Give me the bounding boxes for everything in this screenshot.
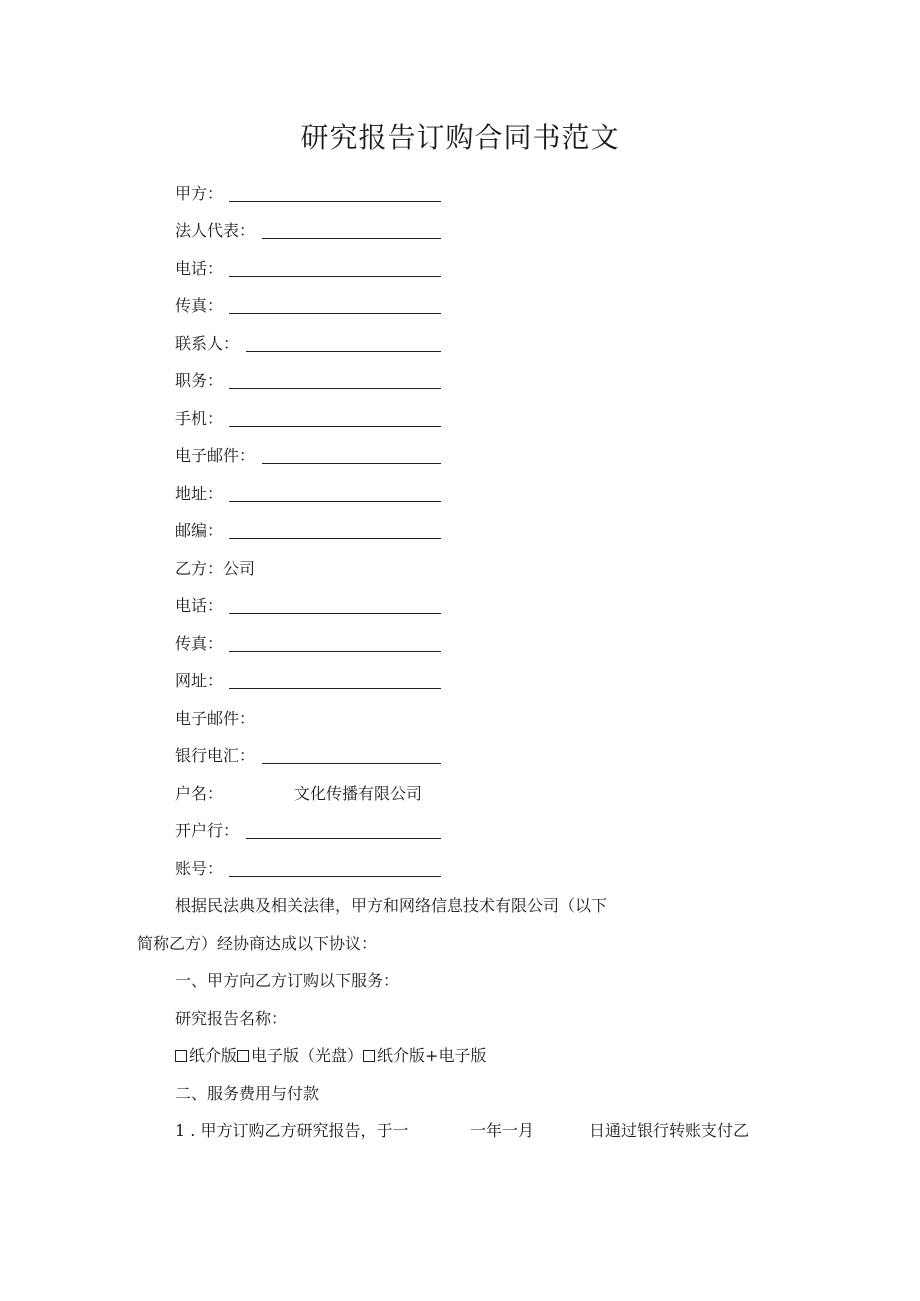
bank-branch-label: 开户行： [175, 821, 240, 840]
party-a-fax-label: 传真： [175, 296, 224, 315]
combined-edition-checkbox[interactable] [363, 1050, 375, 1062]
electronic-edition-label: 电子版（光盘） [251, 1046, 364, 1065]
bank-transfer-blank[interactable] [262, 763, 441, 764]
address-label: 地址： [175, 484, 224, 503]
paper-edition-checkbox[interactable] [175, 1050, 187, 1062]
document-title: 研究报告订购合同书范文 [300, 121, 620, 154]
legal-rep-label: 法人代表： [175, 221, 256, 240]
contact-blank[interactable] [246, 351, 441, 352]
party-a-phone-blank[interactable] [229, 276, 441, 277]
paper-edition-label: 纸介版 [189, 1046, 238, 1065]
party-b-fax-blank[interactable] [229, 651, 441, 652]
postcode-blank[interactable] [229, 538, 441, 539]
party-a-email-label: 电子邮件： [175, 446, 256, 465]
clause-1-part-c: 日通过银行转账支付乙 [589, 1121, 750, 1140]
party-a-phone-label: 电话： [175, 259, 224, 278]
clause-1-part-a: 1 . 甲方订购乙方研究报告，于一 [175, 1121, 409, 1140]
party-a-label: 甲方： [175, 184, 224, 203]
website-blank[interactable] [229, 688, 441, 689]
account-no-label: 账号： [175, 859, 224, 878]
intro-paragraph-line2: 简称乙方）经协商达成以下协议： [137, 934, 378, 953]
combined-edition-label: 纸介版+电子版 [377, 1046, 487, 1065]
party-b-fax-label: 传真： [175, 634, 224, 653]
section-two-heading: 二、服务费用与付款 [175, 1084, 320, 1103]
report-name-label: 研究报告名称： [175, 1009, 288, 1028]
address-blank[interactable] [229, 501, 441, 502]
postcode-label: 邮编： [175, 521, 224, 540]
contact-label: 联系人： [175, 334, 240, 353]
clause-1-part-b: 一年一月 [470, 1121, 535, 1140]
position-label: 职务： [175, 371, 224, 390]
party-b-phone-label: 电话： [175, 596, 224, 615]
mobile-blank[interactable] [229, 426, 441, 427]
website-label: 网址： [175, 671, 224, 690]
section-one-heading: 一、甲方向乙方订购以下服务： [175, 971, 400, 990]
account-name-value: 文化传播有限公司 [294, 784, 423, 803]
party-a-fax-blank[interactable] [229, 313, 441, 314]
intro-paragraph-line1: 根据民法典及相关法律，甲方和网络信息技术有限公司（以下 [175, 896, 608, 915]
account-name-label: 户名： [175, 784, 224, 803]
mobile-label: 手机： [175, 409, 224, 428]
party-b-phone-blank[interactable] [229, 613, 441, 614]
electronic-edition-checkbox[interactable] [237, 1050, 249, 1062]
party-a-email-blank[interactable] [262, 463, 441, 464]
party-a-blank[interactable] [229, 201, 441, 202]
legal-rep-blank[interactable] [262, 238, 441, 239]
bank-branch-blank[interactable] [246, 838, 441, 839]
party-b-email-label: 电子邮件： [175, 709, 256, 728]
party-b-label: 乙方：公司 [175, 559, 256, 578]
bank-transfer-label: 银行电汇： [175, 746, 256, 765]
position-blank[interactable] [229, 388, 441, 389]
edition-options [175, 1045, 486, 1067]
account-no-blank[interactable] [229, 876, 441, 877]
